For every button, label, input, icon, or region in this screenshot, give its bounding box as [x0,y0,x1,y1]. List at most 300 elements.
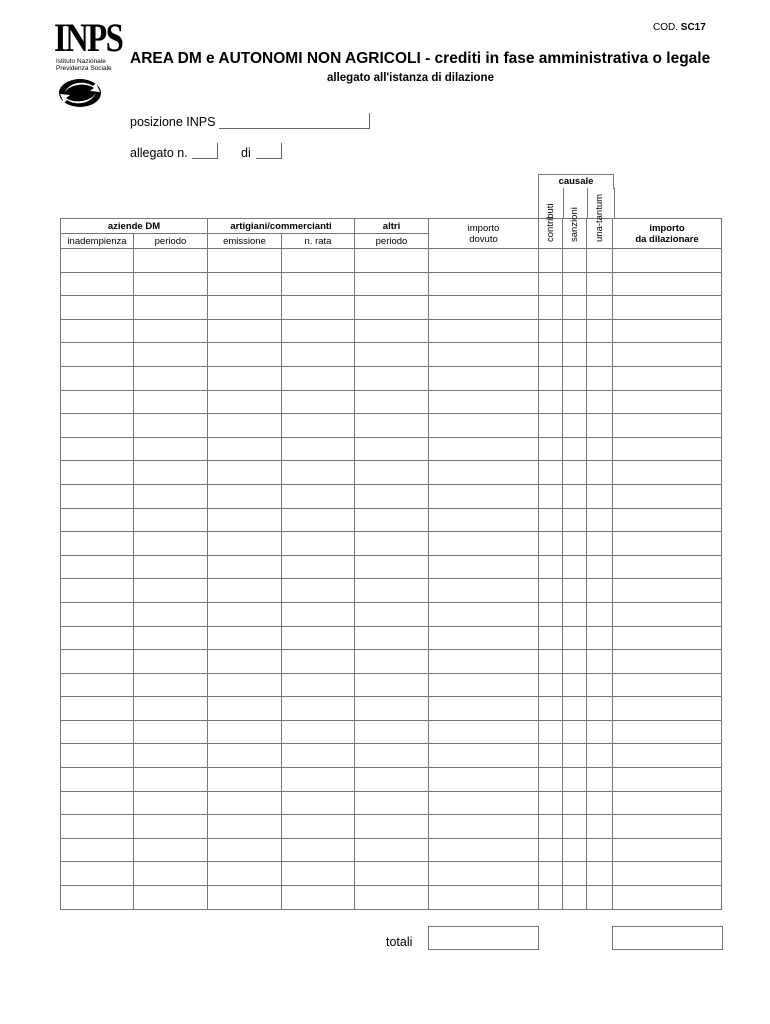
table-cell[interactable] [208,626,282,650]
table-cell[interactable] [134,555,208,579]
table-cell[interactable] [282,720,355,744]
table-cell[interactable] [587,886,613,910]
table-cell[interactable] [429,437,539,461]
table-cell[interactable] [563,390,587,414]
table-cell[interactable] [208,555,282,579]
table-cell[interactable] [134,744,208,768]
table-cell[interactable] [61,414,134,438]
table-cell[interactable] [355,532,429,556]
table-cell[interactable] [355,673,429,697]
table-cell[interactable] [208,791,282,815]
table-cell[interactable] [208,272,282,296]
table-cell[interactable] [282,343,355,367]
table-cell[interactable] [429,862,539,886]
table-cell[interactable] [282,744,355,768]
table-cell[interactable] [282,602,355,626]
table-row [61,626,722,650]
table-cell[interactable] [563,862,587,886]
table-cell[interactable] [613,626,722,650]
table-cell[interactable] [429,744,539,768]
table-cell[interactable] [282,437,355,461]
table-cell[interactable] [282,508,355,532]
table-cell[interactable] [429,815,539,839]
group-artigiani: artigiani/commercianti [208,219,355,234]
table-cell[interactable] [539,296,563,320]
table-cell[interactable] [61,650,134,674]
di-input[interactable] [256,143,282,159]
table-cell[interactable] [208,579,282,603]
table-cell[interactable] [429,886,539,910]
table-cell[interactable] [134,697,208,721]
table-cell[interactable] [208,414,282,438]
table-cell[interactable] [587,366,613,390]
table-cell[interactable] [355,390,429,414]
table-cell[interactable] [61,390,134,414]
table-cell[interactable] [208,886,282,910]
table-cell[interactable] [563,815,587,839]
table-cell[interactable] [563,673,587,697]
table-cell[interactable] [429,626,539,650]
table-cell[interactable] [613,249,722,273]
table-cell[interactable] [587,838,613,862]
table-cell[interactable] [563,650,587,674]
table-cell[interactable] [134,626,208,650]
table-cell[interactable] [539,272,563,296]
table-cell[interactable] [613,319,722,343]
table-cell[interactable] [355,272,429,296]
table-cell[interactable] [208,343,282,367]
table-cell[interactable] [355,414,429,438]
table-cell[interactable] [613,484,722,508]
dilazione-table [60,218,722,910]
table-cell[interactable] [539,602,563,626]
table-cell[interactable] [613,650,722,674]
table-cell[interactable] [134,390,208,414]
table-cell[interactable] [355,720,429,744]
table-cell[interactable] [563,532,587,556]
table-cell[interactable] [563,272,587,296]
table-cell[interactable] [563,697,587,721]
table-cell[interactable] [134,343,208,367]
table-cell[interactable] [208,602,282,626]
table-cell[interactable] [134,296,208,320]
table-cell[interactable] [61,532,134,556]
table-cell[interactable] [613,555,722,579]
table-cell[interactable] [61,838,134,862]
table-cell[interactable] [134,272,208,296]
table-cell[interactable] [355,791,429,815]
table-cell[interactable] [539,484,563,508]
importo-dovuto-line-2: dovuto [469,233,498,245]
table-cell[interactable] [208,296,282,320]
table-cell[interactable] [282,838,355,862]
table-cell[interactable] [613,414,722,438]
allegato-input[interactable] [192,143,218,159]
table-cell[interactable] [282,532,355,556]
table-cell[interactable] [613,602,722,626]
table-cell[interactable] [539,555,563,579]
table-cell[interactable] [429,272,539,296]
table-cell[interactable] [355,555,429,579]
table-cell[interactable] [587,862,613,886]
table-cell[interactable] [208,862,282,886]
table-cell[interactable] [282,886,355,910]
table-cell[interactable] [563,886,587,910]
table-cell[interactable] [429,791,539,815]
table-cell[interactable] [429,768,539,792]
table-cell[interactable] [563,508,587,532]
table-cell[interactable] [587,768,613,792]
table-cell[interactable] [539,697,563,721]
table-cell[interactable] [134,366,208,390]
table-cell[interactable] [61,602,134,626]
table-cell[interactable] [539,815,563,839]
allegato-label: allegato n. [130,146,188,160]
table-cell[interactable] [355,249,429,273]
table-cell[interactable] [563,296,587,320]
table-cell[interactable] [539,508,563,532]
table-cell[interactable] [208,508,282,532]
table-cell[interactable] [282,296,355,320]
table-cell[interactable] [134,768,208,792]
posizione-input[interactable] [219,113,370,129]
table-cell[interactable] [355,626,429,650]
table-cell[interactable] [613,791,722,815]
table-cell[interactable] [429,319,539,343]
table-cell[interactable] [539,390,563,414]
table-cell[interactable] [429,838,539,862]
table-cell[interactable] [587,650,613,674]
table-cell[interactable] [539,650,563,674]
table-cell[interactable] [563,414,587,438]
table-cell[interactable] [539,886,563,910]
table-cell[interactable] [134,673,208,697]
table-cell[interactable] [613,343,722,367]
table-cell[interactable] [429,414,539,438]
table-cell[interactable] [613,838,722,862]
table-cell[interactable] [61,484,134,508]
table-cell[interactable] [355,461,429,485]
table-cell[interactable] [587,319,613,343]
table-cell[interactable] [61,791,134,815]
table-cell[interactable] [539,343,563,367]
table-cell[interactable] [563,626,587,650]
table-cell[interactable] [539,768,563,792]
table-cell[interactable] [282,650,355,674]
table-cell[interactable] [282,862,355,886]
table-cell[interactable] [208,532,282,556]
table-cell[interactable] [539,791,563,815]
table-cell[interactable] [134,579,208,603]
table-cell[interactable] [355,319,429,343]
table-cell[interactable] [134,532,208,556]
table-cell[interactable] [539,720,563,744]
table-cell[interactable] [61,886,134,910]
table-cell[interactable] [61,296,134,320]
table-cell[interactable] [563,437,587,461]
table-cell[interactable] [355,484,429,508]
table-cell[interactable] [613,579,722,603]
table-cell[interactable] [587,296,613,320]
table-cell[interactable] [61,249,134,273]
table-cell[interactable] [539,579,563,603]
table-cell[interactable] [134,414,208,438]
table-cell[interactable] [539,366,563,390]
table-cell[interactable] [208,319,282,343]
table-cell[interactable] [539,838,563,862]
table-cell[interactable] [587,697,613,721]
table-cell[interactable] [429,343,539,367]
table-cell[interactable] [282,249,355,273]
table-cell[interactable] [134,249,208,273]
table-cell[interactable] [61,343,134,367]
table-cell[interactable] [61,579,134,603]
table-cell[interactable] [355,650,429,674]
table-cell[interactable] [429,461,539,485]
table-cell[interactable] [563,249,587,273]
table-cell[interactable] [134,791,208,815]
table-cell[interactable] [587,744,613,768]
table-cell[interactable] [208,697,282,721]
table-cell[interactable] [429,673,539,697]
table-cell[interactable] [355,437,429,461]
table-cell[interactable] [208,815,282,839]
table-cell[interactable] [539,249,563,273]
table-cell[interactable] [355,886,429,910]
table-cell[interactable] [134,508,208,532]
table-cell[interactable] [563,319,587,343]
table-cell[interactable] [587,555,613,579]
table-cell[interactable] [613,886,722,910]
table-cell[interactable] [134,650,208,674]
table-row [61,697,722,721]
table-cell[interactable] [355,838,429,862]
table-cell[interactable] [61,862,134,886]
table-cell[interactable] [587,508,613,532]
table-cell[interactable] [61,815,134,839]
table-cell[interactable] [355,697,429,721]
table-cell[interactable] [539,319,563,343]
table-cell[interactable] [208,838,282,862]
table-cell[interactable] [208,366,282,390]
table-row [61,791,722,815]
table-cell[interactable] [429,508,539,532]
table-cell[interactable] [563,484,587,508]
table-cell[interactable] [613,532,722,556]
table-cell[interactable] [613,697,722,721]
table-cell[interactable] [282,272,355,296]
table-cell[interactable] [587,673,613,697]
totale-importo-dovuto[interactable] [428,926,539,950]
table-cell[interactable] [613,461,722,485]
table-cell[interactable] [61,626,134,650]
table-cell[interactable] [282,390,355,414]
table-row [61,414,722,438]
table-cell[interactable] [61,697,134,721]
table-cell[interactable] [282,815,355,839]
page-title: AREA DM e AUTONOMI NON AGRICOLI - crediti in fase amministrativa o legale [130,50,711,67]
table-cell[interactable] [282,484,355,508]
table-cell[interactable] [539,862,563,886]
table-cell[interactable] [539,414,563,438]
table-cell[interactable] [587,272,613,296]
table-cell[interactable] [429,602,539,626]
table-cell[interactable] [613,508,722,532]
table-cell[interactable] [355,366,429,390]
table-cell[interactable] [429,720,539,744]
table-cell[interactable] [587,249,613,273]
table-cell[interactable] [282,579,355,603]
table-cell[interactable] [208,249,282,273]
table-cell[interactable] [613,437,722,461]
table-cell[interactable] [429,390,539,414]
table-cell[interactable] [429,249,539,273]
table-cell[interactable] [282,366,355,390]
table-cell[interactable] [613,720,722,744]
table-cell[interactable] [282,768,355,792]
table-cell[interactable] [563,343,587,367]
table-cell[interactable] [355,508,429,532]
table-cell[interactable] [134,838,208,862]
table-cell[interactable] [587,343,613,367]
table-cell[interactable] [208,720,282,744]
table-cell[interactable] [613,815,722,839]
table-cell[interactable] [587,390,613,414]
table-cell[interactable] [61,768,134,792]
table-cell[interactable] [208,768,282,792]
table-cell[interactable] [134,886,208,910]
table-cell[interactable] [429,650,539,674]
table-cell[interactable] [282,461,355,485]
table-cell[interactable] [134,484,208,508]
table-cell[interactable] [429,579,539,603]
table-cell[interactable] [587,461,613,485]
table-cell[interactable] [613,296,722,320]
table-cell[interactable] [61,508,134,532]
table-cell[interactable] [587,815,613,839]
table-cell[interactable] [539,673,563,697]
table-cell[interactable] [355,296,429,320]
table-cell[interactable] [429,697,539,721]
table-cell[interactable] [282,414,355,438]
table-cell[interactable] [61,555,134,579]
table-cell[interactable] [587,437,613,461]
sanzioni-text: sanzioni [568,207,580,242]
table-cell[interactable] [563,744,587,768]
table-cell[interactable] [355,862,429,886]
table-row [61,862,722,886]
table-cell[interactable] [355,815,429,839]
form-code [653,22,706,33]
table-cell[interactable] [539,744,563,768]
table-cell[interactable] [613,673,722,697]
table-cell[interactable] [61,744,134,768]
table-cell[interactable] [613,366,722,390]
table-cell[interactable] [539,461,563,485]
table-cell[interactable] [282,626,355,650]
table-cell[interactable] [613,862,722,886]
table-row [61,390,722,414]
table-cell[interactable] [563,838,587,862]
table-cell[interactable] [613,390,722,414]
table-cell[interactable] [61,437,134,461]
table-cell[interactable] [587,484,613,508]
table-cell[interactable] [134,862,208,886]
table-cell[interactable] [563,791,587,815]
table-cell[interactable] [282,555,355,579]
table-cell[interactable] [208,437,282,461]
table-cell[interactable] [134,437,208,461]
table-cell[interactable] [134,815,208,839]
table-cell[interactable] [61,673,134,697]
totale-importo-dilazionare[interactable] [612,926,723,950]
table-cell[interactable] [208,744,282,768]
table-cell[interactable] [355,602,429,626]
table-cell[interactable] [282,791,355,815]
table-cell[interactable] [429,484,539,508]
table-cell[interactable] [355,744,429,768]
table-cell[interactable] [61,461,134,485]
table-cell[interactable] [587,626,613,650]
table-cell[interactable] [587,791,613,815]
table-cell[interactable] [429,555,539,579]
table-cell[interactable] [134,720,208,744]
table-cell[interactable] [282,319,355,343]
table-cell[interactable] [429,366,539,390]
table-cell[interactable] [61,720,134,744]
table-cell[interactable] [587,414,613,438]
table-cell[interactable] [587,602,613,626]
table-cell[interactable] [587,532,613,556]
table-cell[interactable] [355,343,429,367]
table-cell[interactable] [613,744,722,768]
importo-dilaz-line-2: da dilazionare [635,233,699,245]
table-cell[interactable] [61,319,134,343]
table-cell[interactable] [208,673,282,697]
table-cell[interactable] [208,390,282,414]
table-cell[interactable] [563,366,587,390]
table-cell[interactable] [563,461,587,485]
table-cell[interactable] [429,532,539,556]
table-cell[interactable] [563,602,587,626]
table-cell[interactable] [587,579,613,603]
table-cell[interactable] [282,673,355,697]
table-cell[interactable] [61,366,134,390]
table-cell[interactable] [61,272,134,296]
table-cell[interactable] [539,532,563,556]
table-cell[interactable] [563,768,587,792]
table-cell[interactable] [134,319,208,343]
logo-subtitle [56,58,112,72]
table-cell[interactable] [563,555,587,579]
table-cell[interactable] [355,768,429,792]
table-cell[interactable] [539,437,563,461]
table-cell[interactable] [134,461,208,485]
table-cell[interactable] [587,720,613,744]
table-cell[interactable] [208,461,282,485]
table-cell[interactable] [613,272,722,296]
table-cell[interactable] [563,579,587,603]
table-cell[interactable] [563,720,587,744]
table-cell[interactable] [282,697,355,721]
table-cell[interactable] [134,602,208,626]
table-cell[interactable] [539,626,563,650]
table-cell[interactable] [613,768,722,792]
table-cell[interactable] [429,296,539,320]
table-cell[interactable] [208,650,282,674]
table-cell[interactable] [208,484,282,508]
table-cell[interactable] [355,579,429,603]
